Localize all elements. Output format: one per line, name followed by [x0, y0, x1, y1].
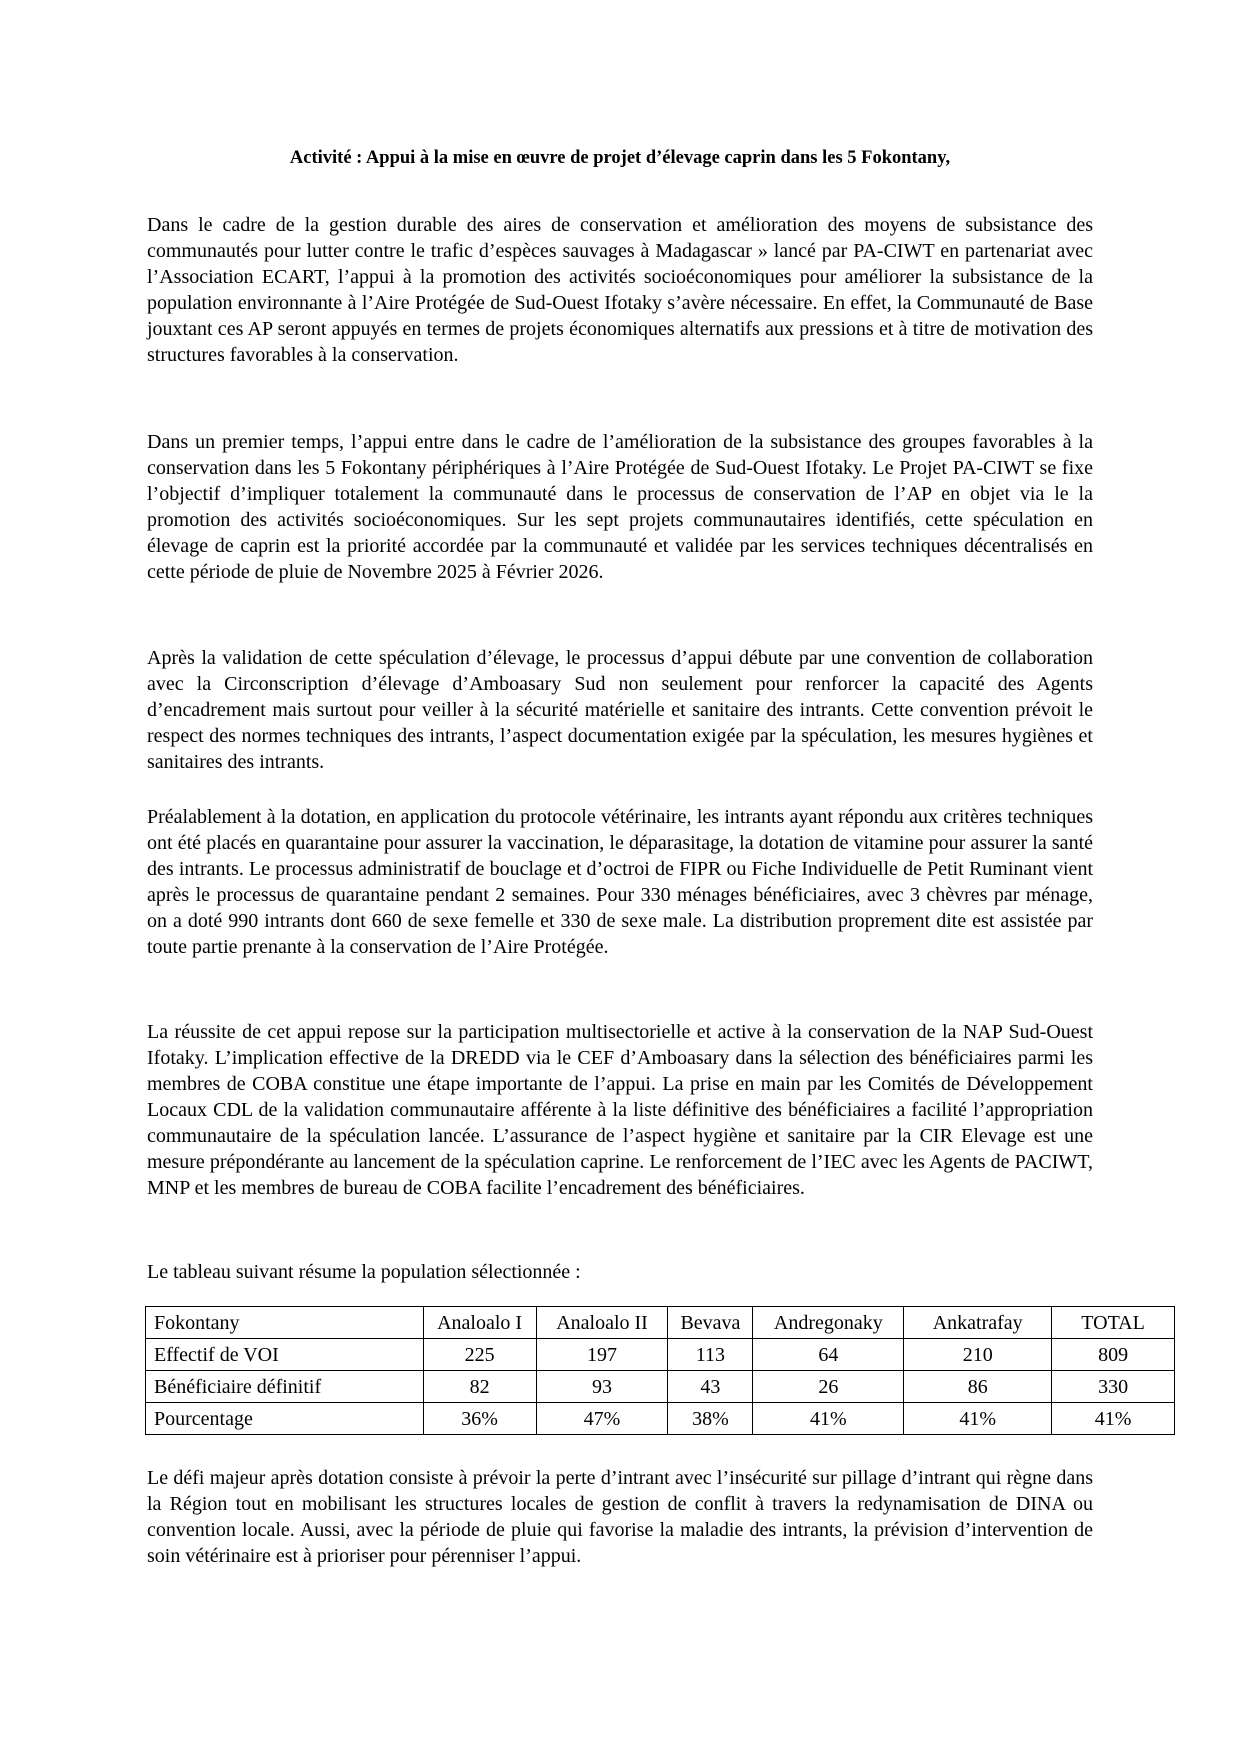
table-row [146, 1403, 1175, 1435]
table-header-cell: Analoalo II [536, 1307, 668, 1339]
table-cell: 43 [668, 1371, 753, 1403]
table-row-label: Effectif de VOI [146, 1339, 424, 1371]
table-cell: 26 [753, 1371, 904, 1403]
document-title: Activité : Appui à la mise en œuvre de projet d’élevage caprin dans les 5 Fokontany, [289, 148, 951, 168]
table-row-label: Pourcentage [146, 1403, 424, 1435]
table-cell: 41% [753, 1403, 904, 1435]
table-cell: 197 [536, 1339, 668, 1371]
table-cell: 64 [753, 1339, 904, 1371]
table-header-cell: Ankatrafay [904, 1307, 1052, 1339]
table-header-cell: Analoalo I [423, 1307, 536, 1339]
table-cell: 809 [1052, 1339, 1175, 1371]
table-header-row [146, 1307, 1175, 1339]
table-row-label: Bénéficiaire définitif [146, 1371, 424, 1403]
table-cell: 225 [423, 1339, 536, 1371]
table-cell: 41% [1052, 1403, 1175, 1435]
table-cell: 86 [904, 1371, 1052, 1403]
table-cell: 330 [1052, 1371, 1175, 1403]
paragraph-quarantine: Préalablement à la dotation, en application du protocole vétérinaire, les intrants ayant répondu aux critères techniques ont été placés en quarantaine pour assurer la vaccination, le déparasitage, la dotation de vitamine pour assurer la santé des intrants. Le processus administratif de bouclage et d’octroi de FIPR ou Fiche Individuelle de Petit Ruminant vient après le processus de quarantaine pendant 2 semaines. Pour 330 ménages bénéficiaires, avec 3 chèvres par ménage, on a doté 990 intrants dont 660 de sexe femelle et 330 de sexe male. La distribution proprement dite est assistée par toute partie prenante à la conservation de l’Aire Protégée. [147, 806, 1093, 958]
table-cell: 210 [904, 1339, 1052, 1371]
population-table [145, 1306, 1175, 1435]
table-row [146, 1371, 1175, 1403]
paragraph-challenge: Le défi majeur après dotation consiste à prévoir la perte d’intrant avec l’insécurité sur pillage d’intrant qui règne dans la Région tout en mobilisant les structures locales de gestion de conflit à travers la redynamisation de DINA ou convention locale. Aussi, avec la période de pluie qui favorise la maladie des intrants, la prévision d’intervention de soin vétérinaire est à prioriser pour pérenniser l’appui. [147, 1467, 1093, 1567]
table-cell: 82 [423, 1371, 536, 1403]
table-cell: 38% [668, 1403, 753, 1435]
table-header-cell: Fokontany [146, 1307, 424, 1339]
table-row [146, 1339, 1175, 1371]
table-cell: 41% [904, 1403, 1052, 1435]
table-header-cell: Bevava [668, 1307, 753, 1339]
paragraph-table-intro: Le tableau suivant résume la population sélectionnée : [147, 1261, 581, 1283]
table-cell: 93 [536, 1371, 668, 1403]
table-cell: 47% [536, 1403, 668, 1435]
paragraph-convention: Après la validation de cette spéculation d’élevage, le processus d’appui débute par une convention de collaboration avec la Circonscription d’élevage d’Amboasary Sud non seulement pour renforcer la capacité des Agents d’encadrement mais surtout pour veiller à la sécurité matérielle et sanitaire des intrants. Cette convention prévoit le respect des normes techniques des intrants, l’aspect documentation exigée par la spéculation, les mesures hygiènes et sanitaires des intrants. [147, 647, 1093, 773]
paragraph-first-step: Dans un premier temps, l’appui entre dans le cadre de l’amélioration de la subsistance des groupes favorables à la conservation dans les 5 Fokontany périphériques à l’Aire Protégée de Sud-Ouest Ifotaky. Le Projet PA-CIWT se fixe l’objectif d’impliquer totalement la communauté dans le processus de conservation de l’AP en objet via le la promotion des activités socioéconomiques. Sur les sept projets communautaires identifiés, cette spéculation en élevage de caprin est la priorité accordée par la communauté et validée par les services techniques décentralisés en cette période de pluie de Novembre 2025 à Février 2026. [147, 431, 1093, 583]
paragraph-context: Dans le cadre de la gestion durable des aires de conservation et amélioration des moyens de subsistance des communautés pour lutter contre le trafic d’espèces sauvages à Madagascar » lancé par PA-CIWT en partenariat avec l’Association ECART, l’appui à la promotion des activités socioéconomiques pour améliorer la subsistance de la population environnante à l’Aire Protégée de Sud-Ouest Ifotaky s’avère nécessaire. En effet, la Communauté de Base jouxtant ces AP seront appuyés en termes de projets économiques alternatifs aux pressions et à titre de motivation des structures favorables à la conservation. [147, 214, 1093, 366]
table-cell: 113 [668, 1339, 753, 1371]
paragraph-success: La réussite de cet appui repose sur la participation multisectorielle et active à la conservation de la NAP Sud-Ouest Ifotaky. L’implication effective de la DREDD via le CEF d’Amboasary dans la sélection des bénéficiaires parmi les membres de COBA constitue une étape importante de l’appui. La prise en main par les Comités de Développement Locaux CDL de la validation communautaire afférente à la liste définitive des bénéficiaires a facilité l’appropriation communautaire de la spéculation lancée. L’assurance de l’aspect hygiène et sanitaire par la CIR Elevage est une mesure prépondérante au lancement de la spéculation caprine. Le renforcement de l’IEC avec les Agents de PACIWT, MNP et les membres de bureau de COBA facilite l’encadrement des bénéficiaires. [147, 1021, 1093, 1199]
table-header-cell: TOTAL [1052, 1307, 1175, 1339]
table-header-cell: Andregonaky [753, 1307, 904, 1339]
table-cell: 36% [423, 1403, 536, 1435]
